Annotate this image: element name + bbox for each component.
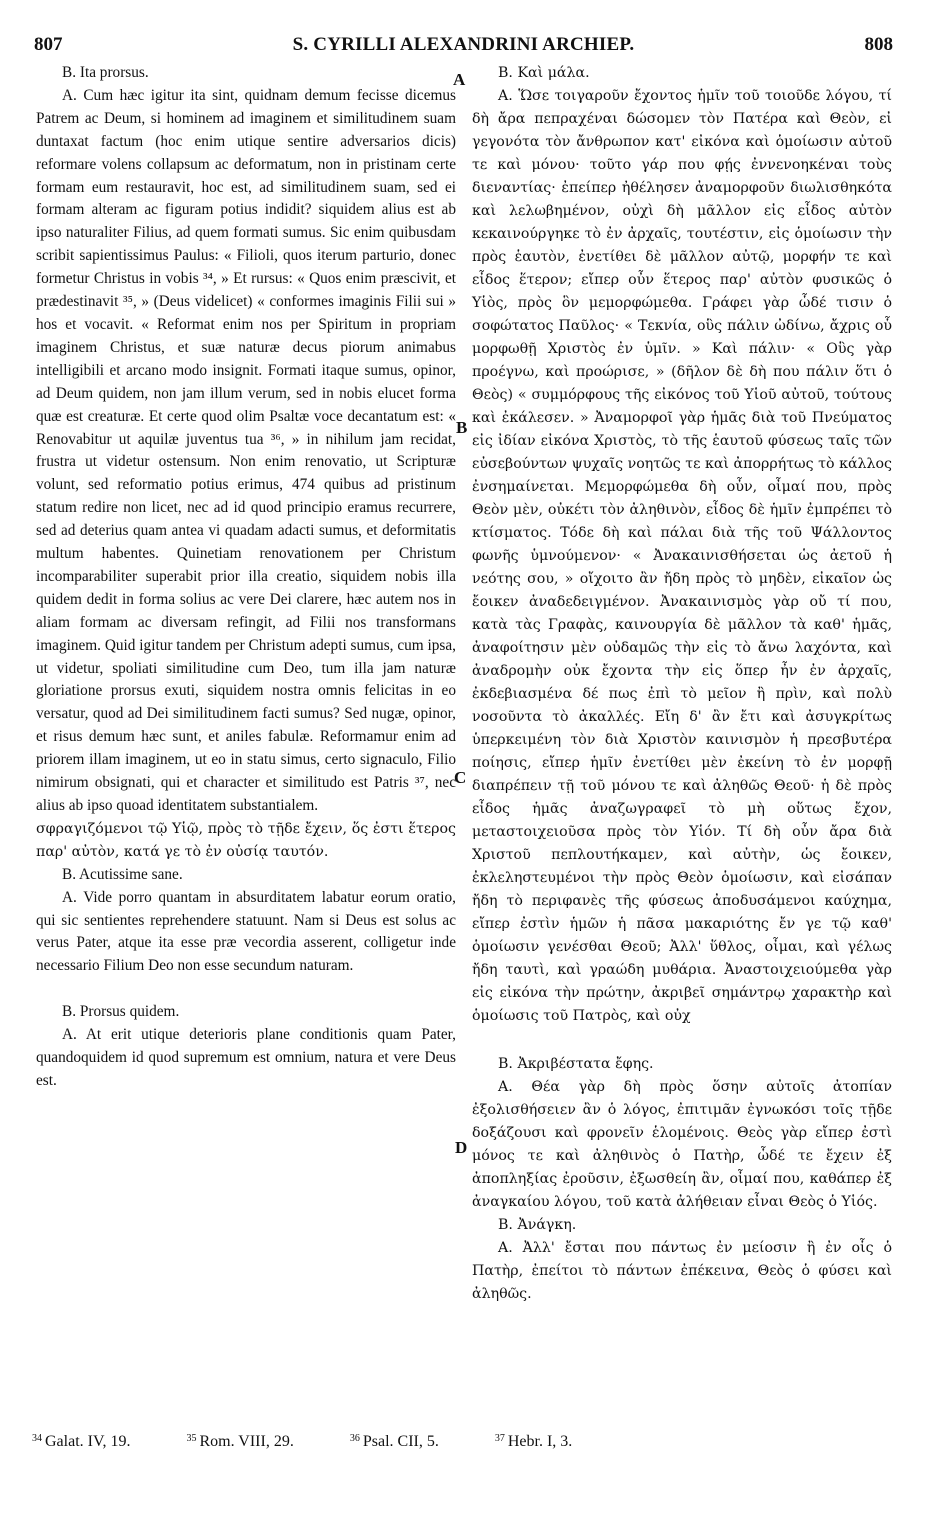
latin-paragraph: A. Vide porro quantam in absurditatem labatur eorum oratio, qui sic sentientes reprehendere statuunt. Nam si Deus est solus ac verus Pater, atque ita esse præ vecordia asserent, colligetur inde necessario Filium Deo non esse secundum naturam. xyxy=(36,888,456,975)
greek-paragraph: A. Ἀλλ' ἔσται που πάντως ἐν μείοσιν ἢ ἐν οἷς ὁ Πατὴρ, ἐπείτοι τὸ πάντων ἐπέκεινα, Θεὸς ὁ φύσει καὶ ἀληθῶς. xyxy=(472,1240,892,1302)
running-header xyxy=(0,34,927,58)
footnote: $^{34}$ Galat. IV, 19. xyxy=(32,1433,131,1450)
margin-letter-b: B xyxy=(456,418,468,437)
footnotes xyxy=(32,1433,902,1451)
greek-paragraph: A. Ὥσε τοιγαροῦν ἔχοντος ἡμῖν τοῦ τοιοῦδε λόγου, τί δὴ ἄρα πεπραχέναι δώσομεν τὸν Πατέρα καὶ Θεὸν, εἰ γεγονότα τὸν ἄνθρωπον κατ' εἰκόνα καὶ ὁμοίωσιν αὐτοῦ τε καὶ μόνου· τοῦτο γάρ που φῄς ἐννενοηκέναι τοὺς διεναντίας· ἐπείπερ ἠθέλησεν ἀναμορφοῦν διωλισθηκότα καὶ λελωβημένον, οὐχὶ δὴ μᾶλλον εἰς εἶδος αὐτὸν κεκαινούργηκε τὸ ἐν ἀρχαῖς, τουτέστιν, εἰς ὁμοίωσιν τὴν πρὸς ἑαυτὸν, ἐνετίθει δὲ μᾶλλον αὐτῷ, μορφήν τε καὶ εἶδος ἕτερον; εἴπερ οὖν ἕτερος παρ' αὐτὸν φυσικῶς ὁ Υἱὸς, πρὸς ὃν μεμορφώμεθα. Γράφει γὰρ ὧδέ τισιν ὁ σοφώτατος Παῦλος· « Τεκνία, οὓς πάλιν ὠδίνω, ἄχρις οὗ μορφωθῇ Χριστὸς ἐν ὑμῖν. » Καὶ πάλιν· « Οὓς γὰρ προέγνω, καὶ προώρισε, » (δῆλον δὲ δὴ που πάλιν ὅτι ὁ Θεὸς) « συμμόρφους τῆς εἰκόνος τοῦ Υἱοῦ αὐτοῦ, τούτους καὶ ἐκάλεσεν. » Ἀναμορφοῖ γὰρ ἡμᾶς διὰ τοῦ Πνεύματος εἰς ἰδίαν εἰκόνα Χριστὸς, τὸ τῆς ἑαυτοῦ φύσεως ταῖς τῶν εὐσεβούντων ψυχαῖς νοητῶς τε καὶ ἀπορρήτως τὸ κάλλος ἐνσημαίνεται. Μεμορφώμεθα δὴ οὖν, οἶμαί που, πρὸς Θεὸν μὲν, οὐκέτι τὸν ἀληθινὸν, εἶδος δὲ ἡμῖν ἐμπρέπει τὸ κτίσματος. Τόδε δὴ καὶ πάλαι διὰ τῆς τοῦ Ψάλλοντος φωνῆς ὑμνούμενον· « Ἀνακαινισθήσεται ὡς ἀετοῦ ἡ νεότης σου, » οἴχοιτο ἂν ἤδη πρὸς τὸ μηδὲν, εἰκαῖον ὡς ἔοικεν ἀναδεδειγμένον. Ἀνακαινισμὸς γὰρ οὔ τί που, κατὰ τὰς Γραφὰς, καινουργία δὲ μᾶλλον τὰ καθ' ἡμᾶς, ἀναφοίτησιν μὲν οὐδαμῶς τὴν εἰς τὸ ἄνω λαχόντα, καὶ ἀναδρομὴν οὐκ ἔχοντα τὴν εἰς ὅπερ ἦν ἐν ἀρχαῖς, ἐκδεβιασμένα δέ πως ἐπὶ τὸ μεῖον ἢ πρὶν, καὶ πολὺ νοσοῦντα τὸ ἀκαλλές. Εἴη δ' ἂν ἔτι καὶ ἀσυγκρίτως ὑπερκειμένη τὸν διὰ Χριστὸν καινισμὸν ἡ πρεσβυτέρα ποίησις, εἴπερ ἡμῖν ἐνετίθει μὲν ἐκείνη τὸ ἐν μορφῇ διαπρέπειν τῇ τοῦ μόνου τε καὶ ἀληθῶς Θεοῦ· ἡ δὲ πρὸς εἶδος ἡμᾶς ἀναζωγραφεῖ τὸ μὴ οὕτως ἔχον, μεταστοιχειοῦσα πρὸς τὸν Υἱόν. Τί δὴ οὖν ἄρα διὰ Χριστοῦ πεπλουτήκαμεν, καὶ αὐτὴν, ὡς ἔοικεν, ἐκλεληστευμένοι τὴν πρὸς Θεὸν ὁμοίωσιν, καὶ εἰσάπαν ἤδη τὸ περιφανὲς τῆς φύσεως ἀποδυσάμενοι καύχημα, εἴπερ ἐστὶν ἡμῶν ἡ πᾶσα μακαριότης ἔν γε τῷ καθ' ὁμοίωσιν γενέσθαι Θεοῦ; Ἀλλ' ὕθλος, οἶμαι, καὶ γέλως ἤδη ταυτὶ, καὶ γραώδη μυθάρια. Ἀναστοιχειούμεθα γὰρ εἰς εἰκόνα τὴν πρώτην, ἀκριβεῖ σημάντρῳ χαρακτὴρ καὶ ὁμοίωσις τοῦ Πατρὸς, καὶ οὐχ xyxy=(472,88,892,1024)
latin-paragraph: A. Cum hæc igitur ita sint, quidnam demum fecisse dicemus Patrem ac Deum, si hominem ad imaginem et similitudinem suam duntaxat factum (hoc enim utique sentire adversarios dicis) reformare volens collapsum ac deformatum, non in pristinam certe formam eum restauravit, hoc est, ad similitudinem suam, sed ei formam alteram ac figuram potius indidit? siquidem alius est ab ipso naturaliter Filius, ad quem formati sumus. Sic enim quibusdam scribit sapientissimus Paulus: « Filioli, quos iterum parturio, donec formetur Christus in vobis ³⁴, » Et rursus: « Quos enim præscivit, et prædestinavit ³⁵, » (Deus videlicet) « conformes imaginis Filii sui » hos et vocavit. « Reformat enim nos per Spiritum in propriam imaginem Christus, et suæ naturæ decus piorum animabus intelligibili et arcano modo insignit. Formati itaque sumus, opinor, ad Deum quidem, non jam illum verum, sed in nobis elucet forma quæ est creaturæ. Et certe quod olim Psaltæ voce decantatum est: « Renovabitur ut aquilæ juventus tua ³⁶, » in nihilum jam recidat, frustra ut videtur ostensum. Non enim renovatio, ut Scripturæ volunt, sed reformatio potius erimus, 474 quibus ad pristinum statum redire non licet, nec ad id quod principio eramus recurrere, sed ad deterius quam antea vi quadam adacti sumus, et deformitatis multum habentes. Quinetiam renovationem per Christum incomparabiliter superabit prior illa creatio, siquidem nobis illa quidem dedit in forma solius ac vere Dei clarere, hæc autem nos in aliam formam ac diversam refingit, ad Filii nos transformans imaginem. Quid igitur tandem per Christum adepti sumus, cum ipsa, ut videtur, spoliati similitudine cum Deo, tum illa jam naturæ gloriatione prorsus exuti, siquidem nostra omnis felicitas in eo versatur, quod ad Dei similitudinem facti sumus? Sed nugæ, opinor, et risus demum hæc sunt, et aniles fabulæ. Reformamur enim ad priorem illam imaginem, ut eo in statu simus, certo signaculo, Filio nimirum obsignati, qui et character et similitudo est Patris ³⁷, nec alius ab ipso quoad identitatem substantialem. xyxy=(36,86,456,814)
footnote: $^{35}$ Rom. VIII, 29. xyxy=(186,1433,294,1450)
greek-paragraph: B. Ἀνάγκη. xyxy=(498,1217,577,1233)
greek-speaker-line: B. Καὶ μάλα. xyxy=(498,65,590,81)
footnote: $^{36}$ Psal. CII, 5. xyxy=(349,1433,439,1450)
latin-paragraph: B. Acutissime sane. xyxy=(62,865,183,883)
margin-letter-c: C xyxy=(454,768,467,787)
footnote: $^{37}$ Hebr. I, 3. xyxy=(494,1433,573,1450)
latin-paragraph: B. Prorsus quidem. xyxy=(62,1003,180,1021)
page-number-left: 807 xyxy=(34,34,63,55)
margin-letter-a: A xyxy=(453,70,466,89)
latin-speaker-line: B. Ita prorsus. xyxy=(62,64,149,81)
running-title: S. CYRILLI ALEXANDRINI ARCHIEP. xyxy=(292,34,635,55)
greek-paragraph: A. Θέα γὰρ δὴ πρὸς ὅσην αὐτοῖς ἀτοπίαν ἐξολισθήσειεν ἂν ὁ λόγος, ἐπιτιμᾶν ἐγνωκόσι τοῖς τῇδε δοξάζουσι καὶ φρονεῖν ἑλομένοις. Θεὸς γὰρ εἴπερ ἐστὶ μόνος τε καὶ ἀληθινὸς ὁ Πατὴρ, ὧδέ τε ἔχειν ἐξ ἀποπληξίας ἐροῦσιν, ἐξωσθείη ἂν, οἶμαί που, καθάπερ ἐξ ἀναγκαίου λόγου, τοῦ κατὰ ἀλήθειαν εἶναι Θεὸς ὁ Υἱός. xyxy=(472,1079,892,1210)
latin-greek-tail: σφραγιζόμενοι τῷ Υἱῷ, πρὸς τὸ τῇδε ἔχειν, ὅς ἐστι ἕτερος παρ' αὐτὸν, κατά γε τὸ ἐν οὐσίᾳ ταυτόν. xyxy=(36,820,456,860)
latin-paragraph: A. At erit utique deterioris plane conditionis quam Pater, quandoquidem id quod supremum est omnium, natura et vere Deus est. xyxy=(36,1026,456,1089)
margin-letter-d: D xyxy=(455,1138,468,1157)
latin-column xyxy=(36,62,456,1093)
paragraph-gap xyxy=(472,1028,892,1053)
page-number-right: 808 xyxy=(864,34,893,55)
paragraph-gap xyxy=(36,978,456,1001)
greek-paragraph: B. Ἀκριβέστατα ἔφης. xyxy=(498,1056,654,1072)
greek-column xyxy=(472,62,892,1306)
